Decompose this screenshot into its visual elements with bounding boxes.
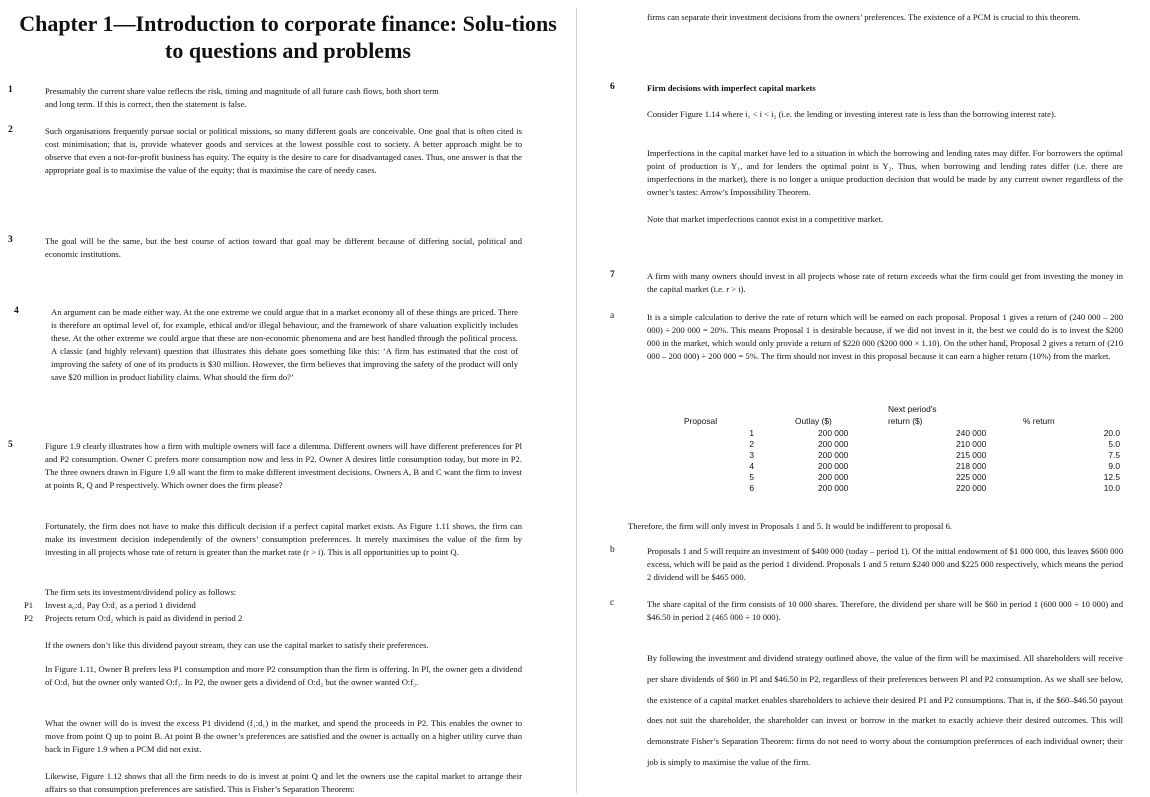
cell-pct-return: 20.0	[1103, 428, 1120, 438]
col-header-next-return: return ($)	[888, 416, 923, 426]
item-number-4: 4	[14, 306, 19, 316]
policy-p2-text: Projects return O:d₂ which is paid as dividend in period 2	[45, 613, 243, 623]
answer-5-paragraph-3: If the owners don’t like this dividend payout stream, they can use the capital market to satisfy their preferences.	[45, 640, 429, 650]
cell-proposal: 3	[749, 450, 754, 460]
cell-proposal: 2	[749, 439, 754, 449]
item-label-a: a	[610, 311, 615, 321]
cell-outlay: 200 000	[818, 450, 849, 460]
answer-5-paragraph-5: What the owner will do is invest the excess P1 dividend (f₁:d₁) in the market, and spend the proceeds in P2. This enables the owner to move from point Q up to point B. At point B the owner’s preferences are satisfied and the owner is actually on a higher utility curve than back in Figure 1.9 when a PCM did not exist.	[45, 718, 522, 754]
table-row	[680, 439, 1126, 450]
answer-1-line-1: Presumably the current share value reflects the risk, timing and magnitude of all future cash flows, both short term	[45, 86, 439, 96]
table-conclusion: Therefore, the firm will only invest in Proposals 1 and 5. It would be indifferent to proposal 6.	[628, 521, 952, 531]
cell-next-return: 215 000	[956, 450, 987, 460]
answer-7-summary: By following the investment and dividend strategy outlined above, the value of the firm will be maximised. All shareholders will receive per share dividends of $60 in Pl and $46.50 in P2, regardless of their preferences between Pl and P2 consumption. As we shall see below, the existence of a capital market enables shareholders to achieve their desired P1 and P2 consumptions. That is, if the $60–$46.50 payout does not suit the shareholder, the shareholder can invest or borrow in the market to exactly achieve their desired outcomes. This will demonstrate Fisher’s Separation Theorem: firms do not need to worry about the consumption preferences of each individual owner; their job is simply to maximise the value of the firm.	[647, 653, 1123, 767]
cell-next-return: 220 000	[956, 483, 987, 493]
cell-outlay: 200 000	[818, 428, 849, 438]
answer-7a: It is a simple calculation to derive the rate of return which will be earned on each proposal. Proposal 1 gives a return of (240 000 – 200 000) ÷ 200 000 = 20%. This means Proposal 1 is desirable because, if we did not invest in it, the best we could do is to invest the $200 000 in the market, which would only provide a return of $220 000 ($200 000 × 1.10). On the other hand, Proposal 2 gives a return of (210 000 – 200 000) ÷ 200 000 = 5%. The firm should not invest in this proposal because it can earn a higher return (10%) from the market.	[647, 312, 1123, 361]
cell-proposal: 6	[749, 483, 754, 493]
cell-outlay: 200 000	[818, 483, 849, 493]
table-row	[680, 461, 1126, 472]
table-row	[680, 450, 1126, 461]
cell-pct-return: 5.0	[1108, 439, 1120, 449]
answer-6-paragraph-2: Imperfections in the capital market have led to a situation in which the borrowing and lending rates may differ. For borrowers the optimal point of production is Y₁, and for lenders the optimal point is Y₂. Thus, when borrowing and lending rates differ (i.e. there are imperfections in the market), there is no longer a unique production decision that would be made by any current owner regardless of the owner’s tastes: Arrow’s Impossibility Theorem.	[647, 148, 1123, 197]
policy-p1-label: P1	[24, 600, 34, 610]
item-number-5: 5	[8, 440, 13, 450]
cell-next-return: 218 000	[956, 461, 987, 471]
item-number-6: 6	[610, 82, 615, 92]
answer-5-paragraph-1: Figure 1.9 clearly illustrates how a firm with multiple owners will face a dilemma. Different owners will have different preferences for Pl and P2 consumption. Owner C prefers more consumption now and less in P2. Owner A desires little consumption today, but more in P2. The three owners drawn in Figure 1.9 all want the firm to make different investment decisions. Owners A, B and C want the firm to invest at points R, Q and P respectively. Which owner does the firm please?	[45, 441, 522, 490]
item-number-3: 3	[8, 235, 13, 245]
cell-outlay: 200 000	[818, 472, 849, 482]
answer-7: A firm with many owners should invest in all projects whose rate of return exceeds what the firm could get from investing the money in the capital market (i.e. r > i).	[647, 271, 1123, 294]
cell-next-return: 240 000	[956, 428, 987, 438]
cell-next-return: 225 000	[956, 472, 987, 482]
cell-next-return: 210 000	[956, 439, 987, 449]
col-header-outlay: Outlay ($)	[795, 416, 832, 426]
cell-pct-return: 12.5	[1103, 472, 1120, 482]
continued-text: firms can separate their investment decisions from the owners’ preferences. The existence of a PCM is crucial to this theorem.	[647, 12, 1081, 22]
cell-outlay: 200 000	[818, 439, 849, 449]
section-heading-6: Firm decisions with imperfect capital markets	[647, 83, 816, 93]
table-row	[680, 483, 1126, 494]
answer-1	[45, 85, 522, 111]
policy-p2-label: P2	[24, 613, 34, 623]
answer-7b: Proposals 1 and 5 will require an investment of $400 000 (today – period 1). Of the initial endowment of $1 000 000, this leaves $600 000 excess, which will be paid as the period 1 dividend. Proposals 1 and 5 return $240 000 and $225 000 respectively, which means the period 2 dividend will be $465 000.	[647, 546, 1123, 582]
cell-proposal: 4	[749, 461, 754, 471]
item-number-1: 1	[8, 85, 13, 95]
item-number-2: 2	[8, 125, 13, 135]
cell-proposal: 5	[749, 472, 754, 482]
answer-1-line-2: and long term. If this is correct, then the statement is false.	[45, 99, 247, 109]
answer-6-note: Note that market imperfections cannot exist in a competitive market.	[647, 214, 884, 224]
answer-6-paragraph-1: Consider Figure 1.14 where i₁ < i < i₂ (i.e. the lending or investing interest rate is less than the borrowing interest rate).	[647, 109, 1056, 119]
col-header-proposal: Proposal	[684, 416, 718, 426]
col-header-pct-return: % return	[1023, 416, 1055, 426]
item-label-b: b	[610, 545, 615, 555]
column-divider	[576, 8, 577, 793]
table-row	[680, 428, 1126, 439]
table-row	[680, 472, 1126, 483]
answer-5-paragraph-4: In Figure 1.11, Owner B prefers less P1 consumption and more P2 consumption than the firm is offering. In Pl, the owner gets a dividend of O:d₁ but the owner only wanted O:f₁. In P2, the owner gets a dividend of O:d₂ but the owner wanted O:f₂.	[45, 664, 522, 687]
answer-2: Such organisations frequently pursue social or political missions, so many different goals are conceivable. One goal that is often cited is cost minimisation; that is, provide whatever goods and services at the lowest possible cost to society. A better approach might be to observe that even a not-for-profit business has equity. The equity is the desire to care for disadvantaged cases. Thus, one answer is that the appropriate goal is to maximise the value of the equity; that is maximise the care of needy cases.	[45, 126, 522, 175]
answer-5-policy-intro: The firm sets its investment/dividend policy as follows:	[45, 587, 237, 597]
cell-pct-return: 10.0	[1103, 483, 1120, 493]
policy-p1-text: Invest a₀:d₁ Pay O:d₁ as a period 1 dividend	[45, 600, 196, 610]
answer-5-paragraph-6: Likewise, Figure 1.12 shows that all the firm needs to do is invest at point Q and let the owners use the capital market to arrange their affairs so that consumption preferences are satisfied. This is Fisher’s Separation Theorem:	[45, 771, 522, 794]
answer-4: An argument can be made either way. At the one extreme we could argue that in a market economy all of these things are priced. There is therefore an optimal level of, for example, ethical and/or illegal behaviour, and the framework of share valuation explicitly includes these. At the other extreme we could argue that these are non-economic phenomena and are best handled through the political process. A classic (and highly relevant) question that illustrates this debate goes something like this: ‘A firm has estimated that the cost of improving the safety of one of its products is $30 million. However, the firm believes that improving the safety of the product will only save $20 million in product liability claims. What should the firm do?’	[51, 307, 518, 382]
cell-outlay: 200 000	[818, 461, 849, 471]
col-header-next-period: Next period's	[888, 404, 937, 414]
cell-proposal: 1	[749, 428, 754, 438]
answer-7c: The share capital of the firm consists of 10 000 shares. Therefore, the dividend per share will be $60 in period 1 (600 000 ÷ 10 000) and $46.50 in period 2 (465 000 ÷ 10 000).	[647, 599, 1123, 622]
answer-5-paragraph-2: Fortunately, the firm does not have to make this difficult decision if a perfect capital market exists. As Figure 1.11 shows, the firm can make its investment decision independently of the owners’ consumption preferences. It merely maximises the value of the firm by investing in all projects whose rate of return is greater than the market rate (r > i). This is all opportunities up to point Q.	[45, 521, 522, 557]
page-title: Chapter 1—Introduction to corporate finance: Solu-tions to questions and problems	[19, 11, 557, 63]
cell-pct-return: 9.0	[1108, 461, 1120, 471]
cell-pct-return: 7.5	[1108, 450, 1120, 460]
item-number-7: 7	[610, 270, 615, 280]
answer-3: The goal will be the same, but the best course of action toward that goal may be different because of differing social, political and economic institutions.	[45, 236, 522, 259]
item-label-c: c	[610, 598, 615, 608]
